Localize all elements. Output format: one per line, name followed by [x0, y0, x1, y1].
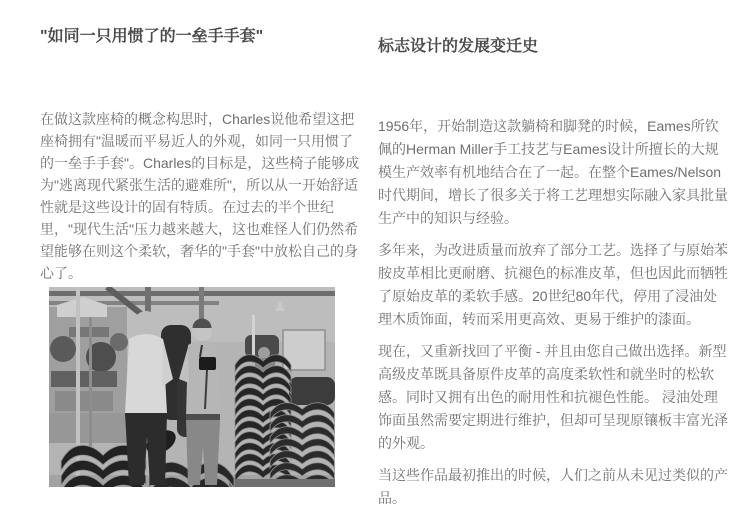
left-article-column [40, 26, 362, 487]
factory-photo [49, 287, 335, 487]
left-article-heading: "如同一只用惯了的一垒手手套" [40, 28, 264, 45]
right-article-paragraph-1: 1956年，开始制造这款躺椅和脚凳的时候，Eames所钦佩的Herman Miller手工技艺与Eames设计所擅长的大规模生产效率有机地结合在了一起。在整个Eames/Nelson时代期间，增长了很多关于将工艺理想实际融入家具批量生产中的知识与经验。 [378, 118, 728, 226]
right-article-paragraph-3: 现在，又重新找回了平衡 - 并且由您自己做出选择。新型高级皮革既具备原件皮革的高度柔软性和就坐时的松软感。同时又拥有出色的耐用性和抗褪色性能。 浸油处理饰面虽然需要定期进行维护，但却可呈现原镶板丰富光泽的外观。 [378, 343, 728, 451]
right-article-column [378, 36, 730, 519]
right-article-paragraph-2: 多年来，为改进质量而放弃了部分工艺。选择了与原始苯胺皮革相比更耐磨、抗褪色的标准皮革，但也因此而牺牲了原始皮革的柔软手感。20世纪80年代，停用了浸油处理木质饰面，转而采用更高效、更易于维护的漆面。 [378, 242, 728, 327]
right-article-paragraph-4: 当这些作品最初推出的时候，人们之前从未见过类似的产品。 [378, 467, 728, 506]
right-article-heading: 标志设计的发展变迁史 [378, 38, 539, 55]
factory-photo-illustration [49, 287, 335, 487]
left-article-paragraph: 在做这款座椅的概念构思时，Charles说他希望这把座椅拥有"温暖而平易近人的外观，如同一只用惯了的一垒手手套"。Charles的目标是，这些椅子能够成为"逃离现代紧张生活的避难所"，所以从一开始舒适性就是这些设计的固有特质。在过去的半个世纪里，"现代生活"压力越来越大，这也难怪人们仍然希望能够在则这个柔软，奢华的"手套"中放松自己的身心了。 [40, 111, 360, 281]
